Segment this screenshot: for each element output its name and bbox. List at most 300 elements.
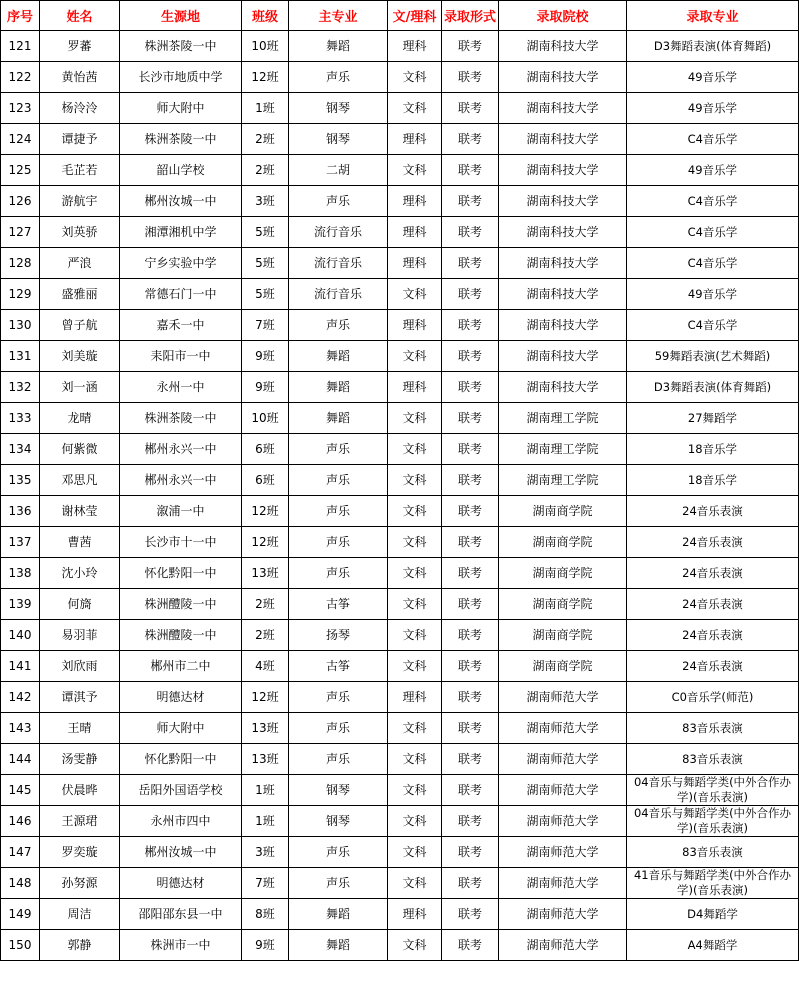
- cell-university: 湖南师范大学: [499, 682, 627, 713]
- cell-name: 周洁: [40, 899, 120, 930]
- cell-stream: 文科: [388, 589, 442, 620]
- cell-index: 129: [1, 279, 40, 310]
- cell-index: 149: [1, 899, 40, 930]
- cell-class: 9班: [242, 372, 289, 403]
- cell-admission-form: 联考: [442, 899, 499, 930]
- cell-origin: 岳阳外国语学校: [120, 775, 242, 806]
- cell-index: 134: [1, 434, 40, 465]
- cell-stream: 文科: [388, 713, 442, 744]
- cell-class: 2班: [242, 124, 289, 155]
- cell-name: 罗蕃: [40, 31, 120, 62]
- cell-major-main: 二胡: [289, 155, 388, 186]
- cell-university: 湖南理工学院: [499, 434, 627, 465]
- cell-admission-form: 联考: [442, 806, 499, 837]
- cell-name: 沈小玲: [40, 558, 120, 589]
- cell-name: 黄怡茜: [40, 62, 120, 93]
- cell-university: 湖南商学院: [499, 558, 627, 589]
- cell-admission-form: 联考: [442, 620, 499, 651]
- cell-admission-form: 联考: [442, 248, 499, 279]
- cell-name: 谭捷予: [40, 124, 120, 155]
- header-admitted-major: 录取专业: [627, 1, 799, 31]
- cell-class: 9班: [242, 930, 289, 961]
- cell-index: 132: [1, 372, 40, 403]
- cell-major-main: 声乐: [289, 682, 388, 713]
- cell-index: 131: [1, 341, 40, 372]
- cell-admitted-major: C4音乐学: [627, 248, 799, 279]
- cell-admission-form: 联考: [442, 403, 499, 434]
- cell-stream: 理科: [388, 248, 442, 279]
- cell-index: 124: [1, 124, 40, 155]
- cell-origin: 常德石门一中: [120, 279, 242, 310]
- cell-origin: 师大附中: [120, 713, 242, 744]
- cell-admission-form: 联考: [442, 341, 499, 372]
- cell-stream: 文科: [388, 868, 442, 899]
- cell-university: 湖南理工学院: [499, 403, 627, 434]
- cell-stream: 理科: [388, 217, 442, 248]
- cell-admission-form: 联考: [442, 465, 499, 496]
- cell-admission-form: 联考: [442, 713, 499, 744]
- cell-admission-form: 联考: [442, 930, 499, 961]
- table-row: [1, 279, 799, 310]
- cell-stream: 理科: [388, 372, 442, 403]
- cell-admitted-major: 04音乐与舞蹈学类(中外合作办学)(音乐表演): [627, 806, 799, 837]
- table-row: [1, 620, 799, 651]
- cell-admitted-major: 27舞蹈学: [627, 403, 799, 434]
- cell-class: 13班: [242, 713, 289, 744]
- cell-class: 5班: [242, 279, 289, 310]
- cell-major-main: 舞蹈: [289, 31, 388, 62]
- cell-university: 湖南商学院: [499, 651, 627, 682]
- cell-index: 125: [1, 155, 40, 186]
- cell-name: 罗奕璇: [40, 837, 120, 868]
- cell-origin: 株洲醴陵一中: [120, 620, 242, 651]
- cell-university: 湖南理工学院: [499, 465, 627, 496]
- cell-index: 135: [1, 465, 40, 496]
- cell-university: 湖南科技大学: [499, 93, 627, 124]
- table-row: [1, 868, 799, 899]
- cell-stream: 文科: [388, 744, 442, 775]
- cell-stream: 理科: [388, 124, 442, 155]
- cell-class: 5班: [242, 217, 289, 248]
- cell-admitted-major: 24音乐表演: [627, 651, 799, 682]
- cell-stream: 文科: [388, 558, 442, 589]
- cell-index: 121: [1, 31, 40, 62]
- cell-stream: 文科: [388, 62, 442, 93]
- cell-major-main: 声乐: [289, 868, 388, 899]
- cell-admission-form: 联考: [442, 62, 499, 93]
- cell-admission-form: 联考: [442, 31, 499, 62]
- cell-admission-form: 联考: [442, 279, 499, 310]
- cell-major-main: 声乐: [289, 496, 388, 527]
- cell-stream: 理科: [388, 682, 442, 713]
- cell-major-main: 钢琴: [289, 775, 388, 806]
- cell-stream: 理科: [388, 310, 442, 341]
- cell-name: 谭淇予: [40, 682, 120, 713]
- cell-class: 8班: [242, 899, 289, 930]
- cell-index: 140: [1, 620, 40, 651]
- cell-index: 145: [1, 775, 40, 806]
- cell-name: 郭静: [40, 930, 120, 961]
- table-row: [1, 899, 799, 930]
- cell-major-main: 声乐: [289, 837, 388, 868]
- cell-admitted-major: 04音乐与舞蹈学类(中外合作办学)(音乐表演): [627, 775, 799, 806]
- cell-stream: 理科: [388, 899, 442, 930]
- cell-major-main: 舞蹈: [289, 341, 388, 372]
- cell-origin: 郴州永兴一中: [120, 434, 242, 465]
- cell-index: 139: [1, 589, 40, 620]
- cell-class: 12班: [242, 62, 289, 93]
- cell-origin: 湘潭湘机中学: [120, 217, 242, 248]
- cell-admitted-major: 83音乐表演: [627, 837, 799, 868]
- cell-admitted-major: 59舞蹈表演(艺术舞蹈): [627, 341, 799, 372]
- cell-major-main: 声乐: [289, 713, 388, 744]
- table-row: [1, 372, 799, 403]
- cell-class: 10班: [242, 403, 289, 434]
- cell-admission-form: 联考: [442, 310, 499, 341]
- cell-name: 刘美璇: [40, 341, 120, 372]
- cell-major-main: 舞蹈: [289, 930, 388, 961]
- table-row: [1, 527, 799, 558]
- cell-university: 湖南科技大学: [499, 217, 627, 248]
- cell-major-main: 古筝: [289, 589, 388, 620]
- cell-stream: 文科: [388, 93, 442, 124]
- cell-admitted-major: D4舞蹈学: [627, 899, 799, 930]
- cell-name: 汤雯静: [40, 744, 120, 775]
- cell-university: 湖南师范大学: [499, 744, 627, 775]
- cell-university: 湖南商学院: [499, 620, 627, 651]
- cell-index: 123: [1, 93, 40, 124]
- cell-origin: 永州一中: [120, 372, 242, 403]
- cell-admission-form: 联考: [442, 217, 499, 248]
- cell-name: 谢林莹: [40, 496, 120, 527]
- cell-university: 湖南科技大学: [499, 248, 627, 279]
- cell-name: 游航宇: [40, 186, 120, 217]
- cell-major-main: 钢琴: [289, 124, 388, 155]
- cell-origin: 长沙市十一中: [120, 527, 242, 558]
- cell-index: 147: [1, 837, 40, 868]
- cell-origin: 韶山学校: [120, 155, 242, 186]
- table-row: [1, 744, 799, 775]
- table-row: [1, 713, 799, 744]
- cell-index: 128: [1, 248, 40, 279]
- cell-admitted-major: C4音乐学: [627, 217, 799, 248]
- cell-admitted-major: 49音乐学: [627, 279, 799, 310]
- cell-class: 1班: [242, 93, 289, 124]
- cell-class: 2班: [242, 155, 289, 186]
- header-row: [1, 1, 799, 31]
- cell-admission-form: 联考: [442, 837, 499, 868]
- cell-index: 146: [1, 806, 40, 837]
- cell-major-main: 舞蹈: [289, 372, 388, 403]
- table-row: [1, 434, 799, 465]
- cell-name: 何旖: [40, 589, 120, 620]
- cell-class: 6班: [242, 434, 289, 465]
- cell-admission-form: 联考: [442, 496, 499, 527]
- table-row: [1, 217, 799, 248]
- table-row: [1, 403, 799, 434]
- cell-origin: 株洲茶陵一中: [120, 31, 242, 62]
- header-class: 班级: [242, 1, 289, 31]
- cell-major-main: 声乐: [289, 744, 388, 775]
- cell-admitted-major: C4音乐学: [627, 186, 799, 217]
- cell-admitted-major: 24音乐表演: [627, 527, 799, 558]
- cell-admission-form: 联考: [442, 186, 499, 217]
- cell-index: 144: [1, 744, 40, 775]
- cell-major-main: 声乐: [289, 310, 388, 341]
- table-row: [1, 775, 799, 806]
- cell-admitted-major: 49音乐学: [627, 93, 799, 124]
- table-row: [1, 341, 799, 372]
- cell-major-main: 钢琴: [289, 806, 388, 837]
- cell-university: 湖南科技大学: [499, 341, 627, 372]
- cell-origin: 郴州汝城一中: [120, 186, 242, 217]
- header-name: 姓名: [40, 1, 120, 31]
- table-row: [1, 496, 799, 527]
- cell-origin: 明德达材: [120, 682, 242, 713]
- cell-university: 湖南师范大学: [499, 713, 627, 744]
- cell-origin: 株洲市一中: [120, 930, 242, 961]
- cell-university: 湖南科技大学: [499, 372, 627, 403]
- cell-admission-form: 联考: [442, 651, 499, 682]
- header-stream: 文/理科: [388, 1, 442, 31]
- cell-origin: 宁乡实验中学: [120, 248, 242, 279]
- table-row: [1, 248, 799, 279]
- cell-major-main: 流行音乐: [289, 248, 388, 279]
- cell-name: 杨泠泠: [40, 93, 120, 124]
- cell-admitted-major: C4音乐学: [627, 124, 799, 155]
- cell-stream: 文科: [388, 837, 442, 868]
- cell-admission-form: 联考: [442, 124, 499, 155]
- cell-admitted-major: 18音乐学: [627, 465, 799, 496]
- cell-admitted-major: C0音乐学(师范): [627, 682, 799, 713]
- cell-university: 湖南科技大学: [499, 31, 627, 62]
- cell-admitted-major: 24音乐表演: [627, 558, 799, 589]
- cell-stream: 文科: [388, 930, 442, 961]
- table-body: [1, 31, 799, 961]
- table-row: [1, 310, 799, 341]
- cell-major-main: 声乐: [289, 465, 388, 496]
- cell-stream: 文科: [388, 527, 442, 558]
- cell-class: 13班: [242, 558, 289, 589]
- header-university: 录取院校: [499, 1, 627, 31]
- cell-stream: 文科: [388, 279, 442, 310]
- cell-origin: 明德达材: [120, 868, 242, 899]
- cell-admission-form: 联考: [442, 558, 499, 589]
- cell-university: 湖南商学院: [499, 589, 627, 620]
- cell-index: 136: [1, 496, 40, 527]
- table-row: [1, 589, 799, 620]
- cell-admission-form: 联考: [442, 589, 499, 620]
- cell-class: 3班: [242, 837, 289, 868]
- cell-university: 湖南科技大学: [499, 62, 627, 93]
- table-row: [1, 651, 799, 682]
- cell-stream: 文科: [388, 496, 442, 527]
- cell-stream: 文科: [388, 341, 442, 372]
- cell-university: 湖南科技大学: [499, 279, 627, 310]
- cell-index: 141: [1, 651, 40, 682]
- header-major-main: 主专业: [289, 1, 388, 31]
- cell-stream: 文科: [388, 775, 442, 806]
- cell-origin: 邵阳邵东县一中: [120, 899, 242, 930]
- cell-major-main: 钢琴: [289, 93, 388, 124]
- cell-admitted-major: 49音乐学: [627, 155, 799, 186]
- cell-name: 刘欣雨: [40, 651, 120, 682]
- cell-index: 150: [1, 930, 40, 961]
- cell-university: 湖南师范大学: [499, 899, 627, 930]
- cell-admitted-major: 24音乐表演: [627, 589, 799, 620]
- cell-name: 盛雅丽: [40, 279, 120, 310]
- cell-admission-form: 联考: [442, 93, 499, 124]
- cell-origin: 郴州永兴一中: [120, 465, 242, 496]
- table-row: [1, 31, 799, 62]
- cell-stream: 文科: [388, 620, 442, 651]
- cell-major-main: 扬琴: [289, 620, 388, 651]
- cell-class: 2班: [242, 620, 289, 651]
- table-row: [1, 62, 799, 93]
- cell-class: 4班: [242, 651, 289, 682]
- cell-class: 5班: [242, 248, 289, 279]
- cell-origin: 师大附中: [120, 93, 242, 124]
- cell-index: 130: [1, 310, 40, 341]
- cell-name: 易羽菲: [40, 620, 120, 651]
- cell-name: 孙努源: [40, 868, 120, 899]
- cell-admitted-major: 83音乐表演: [627, 744, 799, 775]
- cell-index: 122: [1, 62, 40, 93]
- cell-university: 湖南科技大学: [499, 310, 627, 341]
- cell-class: 3班: [242, 186, 289, 217]
- cell-major-main: 流行音乐: [289, 217, 388, 248]
- cell-name: 何紫微: [40, 434, 120, 465]
- cell-stream: 文科: [388, 465, 442, 496]
- cell-admission-form: 联考: [442, 372, 499, 403]
- cell-origin: 长沙市地质中学: [120, 62, 242, 93]
- cell-origin: 永州市四中: [120, 806, 242, 837]
- cell-university: 湖南师范大学: [499, 930, 627, 961]
- cell-origin: 溆浦一中: [120, 496, 242, 527]
- cell-university: 湖南师范大学: [499, 806, 627, 837]
- cell-major-main: 声乐: [289, 186, 388, 217]
- cell-stream: 理科: [388, 31, 442, 62]
- cell-index: 138: [1, 558, 40, 589]
- cell-name: 龙晴: [40, 403, 120, 434]
- cell-admission-form: 联考: [442, 434, 499, 465]
- cell-admission-form: 联考: [442, 868, 499, 899]
- cell-admitted-major: 24音乐表演: [627, 496, 799, 527]
- table-row: [1, 155, 799, 186]
- cell-stream: 文科: [388, 651, 442, 682]
- cell-university: 湖南科技大学: [499, 155, 627, 186]
- cell-name: 王晴: [40, 713, 120, 744]
- cell-name: 严浪: [40, 248, 120, 279]
- cell-index: 133: [1, 403, 40, 434]
- cell-university: 湖南商学院: [499, 527, 627, 558]
- cell-class: 9班: [242, 341, 289, 372]
- cell-class: 1班: [242, 775, 289, 806]
- cell-origin: 株洲醴陵一中: [120, 589, 242, 620]
- cell-major-main: 声乐: [289, 558, 388, 589]
- cell-major-main: 声乐: [289, 527, 388, 558]
- cell-stream: 文科: [388, 155, 442, 186]
- cell-index: 143: [1, 713, 40, 744]
- cell-major-main: 流行音乐: [289, 279, 388, 310]
- cell-admission-form: 联考: [442, 155, 499, 186]
- table-row: [1, 186, 799, 217]
- header-admission-form: 录取形式: [442, 1, 499, 31]
- cell-admitted-major: C4音乐学: [627, 310, 799, 341]
- cell-origin: 株洲茶陵一中: [120, 124, 242, 155]
- cell-class: 1班: [242, 806, 289, 837]
- table-row: [1, 124, 799, 155]
- cell-stream: 文科: [388, 806, 442, 837]
- table-row: [1, 558, 799, 589]
- cell-major-main: 舞蹈: [289, 403, 388, 434]
- cell-class: 12班: [242, 682, 289, 713]
- cell-university: 湖南师范大学: [499, 775, 627, 806]
- cell-admission-form: 联考: [442, 527, 499, 558]
- cell-index: 137: [1, 527, 40, 558]
- cell-name: 曹茜: [40, 527, 120, 558]
- cell-stream: 文科: [388, 434, 442, 465]
- table-row: [1, 93, 799, 124]
- cell-major-main: 声乐: [289, 62, 388, 93]
- cell-origin: 郴州汝城一中: [120, 837, 242, 868]
- cell-index: 142: [1, 682, 40, 713]
- cell-major-main: 古筝: [289, 651, 388, 682]
- cell-class: 7班: [242, 868, 289, 899]
- cell-origin: 株洲茶陵一中: [120, 403, 242, 434]
- cell-university: 湖南师范大学: [499, 868, 627, 899]
- table-row: [1, 837, 799, 868]
- cell-admitted-major: 18音乐学: [627, 434, 799, 465]
- cell-class: 12班: [242, 496, 289, 527]
- header-index: 序号: [1, 1, 40, 31]
- cell-university: 湖南商学院: [499, 496, 627, 527]
- cell-major-main: 声乐: [289, 434, 388, 465]
- cell-index: 126: [1, 186, 40, 217]
- cell-origin: 怀化黔阳一中: [120, 558, 242, 589]
- header-origin: 生源地: [120, 1, 242, 31]
- cell-admitted-major: D3舞蹈表演(体育舞蹈): [627, 372, 799, 403]
- table-row: [1, 930, 799, 961]
- cell-university: 湖南师范大学: [499, 837, 627, 868]
- cell-class: 7班: [242, 310, 289, 341]
- cell-index: 148: [1, 868, 40, 899]
- cell-name: 伏晨晔: [40, 775, 120, 806]
- cell-class: 13班: [242, 744, 289, 775]
- cell-name: 毛芷若: [40, 155, 120, 186]
- cell-name: 曾子航: [40, 310, 120, 341]
- cell-admitted-major: 49音乐学: [627, 62, 799, 93]
- cell-origin: 嘉禾一中: [120, 310, 242, 341]
- cell-stream: 文科: [388, 403, 442, 434]
- cell-stream: 理科: [388, 186, 442, 217]
- cell-admitted-major: D3舞蹈表演(体育舞蹈): [627, 31, 799, 62]
- cell-origin: 郴州市二中: [120, 651, 242, 682]
- cell-name: 刘一涵: [40, 372, 120, 403]
- cell-name: 邓思凡: [40, 465, 120, 496]
- cell-university: 湖南科技大学: [499, 186, 627, 217]
- cell-name: 王源珺: [40, 806, 120, 837]
- cell-origin: 耒阳市一中: [120, 341, 242, 372]
- cell-admission-form: 联考: [442, 775, 499, 806]
- cell-class: 12班: [242, 527, 289, 558]
- cell-university: 湖南科技大学: [499, 124, 627, 155]
- cell-index: 127: [1, 217, 40, 248]
- cell-origin: 怀化黔阳一中: [120, 744, 242, 775]
- cell-name: 刘英骄: [40, 217, 120, 248]
- cell-admission-form: 联考: [442, 744, 499, 775]
- cell-class: 6班: [242, 465, 289, 496]
